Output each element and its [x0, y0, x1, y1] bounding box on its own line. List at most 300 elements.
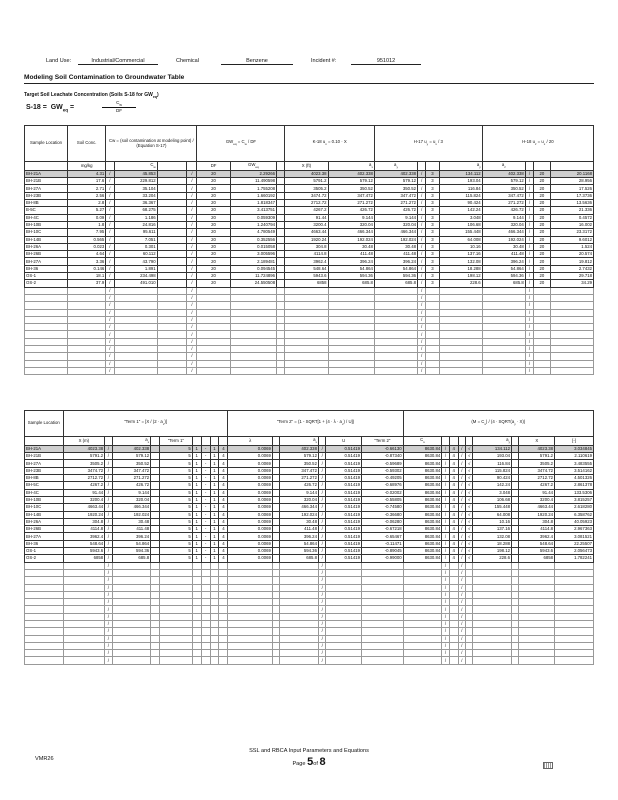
table-row: [25, 445, 594, 452]
cell-cw: 1.186: [114, 214, 157, 221]
cell-blank: [512, 657, 519, 664]
cell-blank: [482, 338, 525, 345]
cell-blank: [219, 635, 228, 642]
col-gweq-desc: $GW_{eq} = C_w$ / DF: [197, 126, 285, 162]
sub2-x2: X: [519, 437, 555, 446]
cell-div2: 20: [534, 273, 551, 280]
cell-ax: 579.12: [328, 178, 374, 185]
cell-blank: [403, 599, 442, 606]
cell-blank: [277, 192, 285, 199]
cell-blank: [63, 650, 105, 657]
cell-blank: [466, 642, 473, 649]
cell-blank: [426, 367, 439, 374]
cell-blank: [25, 331, 68, 338]
cell-blank: [151, 460, 160, 467]
cell-ax: 402.338: [328, 170, 374, 177]
cell-ax: 594.36: [328, 273, 374, 280]
incident-value: 951012: [351, 58, 421, 65]
cell-x2: 5943.6: [519, 548, 555, 555]
cell-ay: 142.24: [473, 482, 512, 489]
cell-ax: 411.48: [112, 526, 151, 533]
cell-sqrt: √: [466, 548, 473, 555]
cell-conc: 0.146: [68, 265, 106, 272]
cell-u: 0.51419: [326, 475, 362, 482]
chemical-value: Benzene: [221, 58, 293, 65]
cell-blank: /: [442, 628, 449, 635]
cell-blank: [534, 309, 551, 316]
cell-x: 3962.4: [63, 533, 105, 540]
cell-az: 271.272: [482, 200, 525, 207]
cell-blank: [550, 324, 593, 331]
cell-blank: [285, 331, 328, 338]
cell-az2: 0.4572: [550, 214, 593, 221]
cell-x: 304.8: [63, 518, 105, 525]
cell-blank: [426, 353, 439, 360]
cell-ax: 347.472: [328, 192, 374, 199]
cell-blank: [473, 620, 512, 627]
cell-blank: [362, 642, 404, 649]
cell-blank: /: [525, 294, 533, 301]
cell-x: 4023.38: [63, 445, 105, 452]
col-h17: H-17 $u_y = u_x / 3$: [374, 126, 482, 162]
cell-blank: [519, 628, 555, 635]
cell-blank: /: [525, 309, 533, 316]
cell-result: 3.483555: [555, 460, 594, 467]
cell-op: -: [201, 548, 210, 555]
cell-blank: [272, 620, 279, 627]
cell-one: 1: [192, 482, 201, 489]
cell-blank: /: [525, 360, 533, 367]
cell-blank: [201, 606, 210, 613]
cell-result: 22.25507: [555, 540, 594, 547]
cell-blank: [519, 642, 555, 649]
cell-blank: [272, 577, 279, 584]
cell-blank: [280, 628, 319, 635]
cell-blank: [112, 591, 151, 598]
cell-blank: [63, 569, 105, 576]
cell-blank: [157, 192, 187, 199]
cell-blank: [277, 221, 285, 228]
cell-one: 1: [192, 460, 201, 467]
cell-blank: [201, 650, 210, 657]
cell-location: BH-4C: [25, 489, 64, 496]
cell-blank: [25, 613, 64, 620]
cell-blank: [439, 331, 482, 338]
cell-blank: [473, 591, 512, 598]
footer-center: SSL and RBCA Input Parameters and Equations: [249, 748, 369, 754]
cell-blank: [228, 657, 273, 664]
table-row: [25, 475, 594, 482]
cell-blank: [112, 562, 151, 569]
cell-blank: [403, 591, 442, 598]
cell-blank: /: [442, 577, 449, 584]
cell-sep: /: [318, 511, 325, 518]
cell-div2: 20: [534, 170, 551, 177]
cell-blank: [328, 331, 374, 338]
cell-sep: /: [187, 273, 197, 280]
cell-lambda: 0.0069: [228, 533, 273, 540]
cell-div: 4: [449, 511, 458, 518]
cell-blank: [157, 236, 187, 243]
cell-blank: /: [105, 584, 112, 591]
cell-blank: /: [187, 360, 197, 367]
cell-ax: 54.864: [328, 265, 374, 272]
cell-ax2: 54.864: [280, 540, 319, 547]
cell-blank: /: [525, 302, 533, 309]
cell-blank: [25, 353, 68, 360]
cell-blank: [328, 316, 374, 323]
cell-blank: [151, 606, 160, 613]
cell-blank: [277, 338, 285, 345]
cell-blank: [192, 650, 201, 657]
cell-x2: 3505.2: [519, 460, 555, 467]
cell-blank: [197, 360, 230, 367]
cell-blank: [512, 628, 519, 635]
cell-sep: /: [106, 192, 114, 199]
cell-ay2: 3.048: [439, 214, 482, 221]
cell-sep: /: [106, 243, 114, 250]
cell-cs: 8630.84: [403, 504, 442, 511]
cell-sep: /: [525, 280, 533, 287]
cell-blank: [280, 657, 319, 664]
cell-x: 548.64: [63, 540, 105, 547]
cell-blank: [151, 628, 160, 635]
cell-blank: [192, 642, 201, 649]
cell-blank: [112, 628, 151, 635]
cell-blank: [280, 650, 319, 657]
blank-row: [25, 309, 594, 316]
cell-blank: /: [525, 353, 533, 360]
cell-blank: [272, 635, 279, 642]
cell-ay2: 132.08: [439, 258, 482, 265]
table-row: [25, 489, 594, 496]
cell-one: 1: [192, 540, 201, 547]
cell-sep: /: [318, 475, 325, 482]
cell-one: 1: [210, 526, 219, 533]
cell-two: 5: [160, 482, 193, 489]
cell-blank: [466, 577, 473, 584]
cell-blank: [280, 606, 319, 613]
cell-blank: [157, 265, 187, 272]
cell-blank: [272, 548, 279, 555]
cell-blank: [210, 599, 219, 606]
cell-blank: [157, 353, 187, 360]
cell-blank: [63, 613, 105, 620]
cell-blank: /: [418, 331, 426, 338]
cell-blank: /: [187, 324, 197, 331]
cell-df: 20: [197, 258, 230, 265]
cell-blank: /: [105, 569, 112, 576]
cell-cs: 8630.84: [403, 555, 442, 562]
cell-op: -: [201, 540, 210, 547]
blank-row: [25, 287, 594, 294]
cell-blank: [197, 324, 230, 331]
cell-sep: /: [106, 185, 114, 192]
cell-blank: [197, 367, 230, 374]
cell-blank: [68, 316, 106, 323]
cell-ay2: 155.448: [439, 229, 482, 236]
cell-blank: [328, 302, 374, 309]
equation-fraction: $\frac{C_w}{DF}$: [102, 100, 136, 113]
cell-div2: 20: [534, 229, 551, 236]
cell-cw: 45.853: [114, 170, 157, 177]
cell-blank: /: [105, 577, 112, 584]
cell-cw: 234.498: [114, 273, 157, 280]
cell-blank: [230, 324, 276, 331]
blank-row: [25, 584, 594, 591]
cell-blank: [519, 562, 555, 569]
cell-blank: [272, 518, 279, 525]
cell-lambda: 0.0069: [228, 511, 273, 518]
cell-az: 426.72: [482, 207, 525, 214]
cell-blank: [449, 599, 458, 606]
sub2-term1: "Term 1": [160, 437, 193, 446]
cell-ax: 426.72: [328, 207, 374, 214]
cell-x: 6858: [285, 280, 328, 287]
cell-four: 4: [219, 482, 228, 489]
cell-sep: /: [106, 170, 114, 177]
cell-one: 1: [210, 540, 219, 547]
cell-blank: [63, 657, 105, 664]
cell-blank: [157, 251, 187, 258]
cell-cs: 8630.84: [403, 540, 442, 547]
cell-ay2: 106.68: [439, 221, 482, 228]
cell-blank: [192, 628, 201, 635]
cell-div: 3: [426, 178, 439, 185]
cell-blank: [326, 650, 362, 657]
cell-div: 3: [426, 200, 439, 207]
cell-blank: [230, 331, 276, 338]
cell-sep: /: [418, 207, 426, 214]
cell-sep: /: [318, 504, 325, 511]
cell-ay: 90.424: [473, 475, 512, 482]
cell-df: 20: [197, 265, 230, 272]
cell-blank: [473, 599, 512, 606]
cell-blank: [277, 353, 285, 360]
cell-gweq: 1.818347: [230, 200, 276, 207]
cell-x: 2712.72: [285, 200, 328, 207]
cell-lambda: 0.0069: [228, 460, 273, 467]
cell-blank: [68, 324, 106, 331]
cell-sep: /: [187, 258, 197, 265]
cell-blank: [114, 360, 157, 367]
cell-sep: /: [318, 453, 325, 460]
cell-blank: [197, 331, 230, 338]
cell-blank: [426, 324, 439, 331]
cell-sep: /: [187, 192, 197, 199]
cell-blank: [277, 243, 285, 250]
cell-blank: /: [105, 657, 112, 664]
sub-ay: $a_y$: [374, 162, 417, 171]
cell-sep: /: [187, 207, 197, 214]
cell-blank: /: [105, 613, 112, 620]
cell-blank: /: [525, 287, 533, 294]
cell-az2: 29.718: [550, 273, 593, 280]
cell-div: 4: [449, 460, 458, 467]
cell-ax2: 594.36: [280, 548, 319, 555]
cell-blank: [25, 620, 64, 627]
cell-blank: [201, 569, 210, 576]
cell-blank: /: [106, 345, 114, 352]
cell-blank: [362, 577, 404, 584]
cell-blank: [374, 360, 417, 367]
cell-blank: [219, 613, 228, 620]
cell-gweq: 3.413751: [230, 207, 276, 214]
cell-blank: [210, 591, 219, 598]
cell-sep: /: [442, 518, 449, 525]
cell-gweq: 11.490598: [230, 178, 276, 185]
cell-sep: /: [187, 251, 197, 258]
cell-x: 5943.6: [63, 548, 105, 555]
cell-blank: [160, 635, 193, 642]
cell-location: BH-21A: [25, 445, 64, 452]
cell-sep: /: [106, 214, 114, 221]
cell-blank: [280, 577, 319, 584]
cell-blank: [280, 642, 319, 649]
cell-u: 0.51419: [326, 555, 362, 562]
cell-blank: [272, 482, 279, 489]
cell-df: 20: [197, 185, 230, 192]
cell-blank: [328, 338, 374, 345]
cell-az2: 16.002: [550, 221, 593, 228]
cell-ay2: 10.16: [439, 243, 482, 250]
cell-gweq: 1.240794: [230, 221, 276, 228]
table-row: [25, 273, 594, 280]
cell-cs: 8630.84: [403, 489, 442, 496]
cell-ax: 271.272: [112, 475, 151, 482]
table-row: [25, 511, 594, 518]
cell-blank: [519, 599, 555, 606]
cell-ay: 320.04: [374, 221, 417, 228]
cell-blank: [285, 360, 328, 367]
cell-x: 3962.4: [285, 258, 328, 265]
cell-x2: 3962.4: [519, 533, 555, 540]
cell-blank: [25, 360, 68, 367]
cell-blank: [555, 606, 594, 613]
cell-lambda: 0.0069: [228, 496, 273, 503]
cell-blank: [114, 367, 157, 374]
cell-az: 396.24: [482, 258, 525, 265]
cell-blank: [197, 345, 230, 352]
cell-ax: 350.52: [112, 460, 151, 467]
cell-x: 3474.72: [63, 467, 105, 474]
table-row: [25, 467, 594, 474]
cell-blank: [512, 548, 519, 555]
cell-op: -: [201, 460, 210, 467]
cell-ax2: 402.338: [280, 445, 319, 452]
cell-div: 4: [449, 533, 458, 540]
cell-div: 4: [449, 467, 458, 474]
cell-cs: 8630.84: [403, 526, 442, 533]
cell-x2: 3200.4: [519, 496, 555, 503]
cell-blank: [326, 569, 362, 576]
cell-blank: /: [105, 599, 112, 606]
cell-cs: 8630.84: [403, 460, 442, 467]
cell-term2: -0.36680: [362, 511, 404, 518]
cell-blank: /: [318, 569, 325, 576]
cell-blank: /: [318, 635, 325, 642]
cell-blank: [449, 657, 458, 664]
cell-blank: [25, 635, 64, 642]
cell-ax: 320.04: [328, 221, 374, 228]
cell-one: 1: [192, 489, 201, 496]
table-row: [25, 265, 594, 272]
cell-ax2: 411.48: [280, 526, 319, 533]
sub-xft: X (ft): [285, 162, 328, 171]
cell-blank: [201, 635, 210, 642]
cell-ay: 10.16: [473, 518, 512, 525]
cell-x: 3505.2: [285, 185, 328, 192]
blank-row: [25, 360, 594, 367]
cell-term2: -0.49205: [362, 475, 404, 482]
cell-ax: 579.12: [112, 453, 151, 460]
cell-blank: [466, 635, 473, 642]
cell-x2: 1920.24: [519, 511, 555, 518]
cell-two: 5: [160, 548, 193, 555]
cell-blank: [328, 353, 374, 360]
cell-location: BH-10C: [25, 504, 64, 511]
cell-blank: [272, 460, 279, 467]
cell-sep: /: [458, 555, 465, 562]
cell-op: -: [201, 489, 210, 496]
blank-row: [25, 606, 594, 613]
cell-blank: [403, 620, 442, 627]
cell-four: 4: [219, 475, 228, 482]
leachate-table: [24, 125, 594, 375]
blank-row: [25, 657, 594, 664]
cell-blank: /: [458, 606, 465, 613]
cell-blank: /: [442, 599, 449, 606]
cell-blank: [219, 650, 228, 657]
cell-op: -: [201, 467, 210, 474]
cell-div: 3: [426, 192, 439, 199]
cell-blank: [25, 324, 68, 331]
cell-blank: [555, 577, 594, 584]
table-row: [25, 229, 594, 236]
cell-cw: 7.051: [114, 236, 157, 243]
cell-sep: /: [458, 526, 465, 533]
cell-ax: 396.24: [328, 258, 374, 265]
cell-blank: /: [318, 562, 325, 569]
cell-ax2: 466.344: [280, 504, 319, 511]
cell-div: 4: [449, 518, 458, 525]
cell-blank: [112, 635, 151, 642]
cell-four: 4: [219, 445, 228, 452]
cell-blank: [228, 613, 273, 620]
cell-blank: [112, 577, 151, 584]
cell-az2: 9.6012: [550, 236, 593, 243]
barcode-icon: [543, 762, 553, 769]
cell-blank: [285, 294, 328, 301]
cell-blank: /: [418, 316, 426, 323]
cell-div2: 20: [534, 200, 551, 207]
cell-one: 1: [210, 555, 219, 562]
cell-blank: /: [458, 642, 465, 649]
cell-blank: [374, 345, 417, 352]
cell-blank: [68, 302, 106, 309]
cell-blank: [328, 309, 374, 316]
cell-sep: /: [418, 229, 426, 236]
cell-blank: [228, 628, 273, 635]
cell-ax2: 350.52: [280, 460, 319, 467]
sub2-ax2: $a_x$: [280, 437, 319, 446]
cell-x: 2712.72: [63, 475, 105, 482]
footer-version: VMR26: [35, 756, 54, 762]
table-row: [25, 496, 594, 503]
cell-location: BH-4C: [25, 214, 68, 221]
cell-location: BH-36: [25, 540, 64, 547]
cell-four: 4: [219, 540, 228, 547]
